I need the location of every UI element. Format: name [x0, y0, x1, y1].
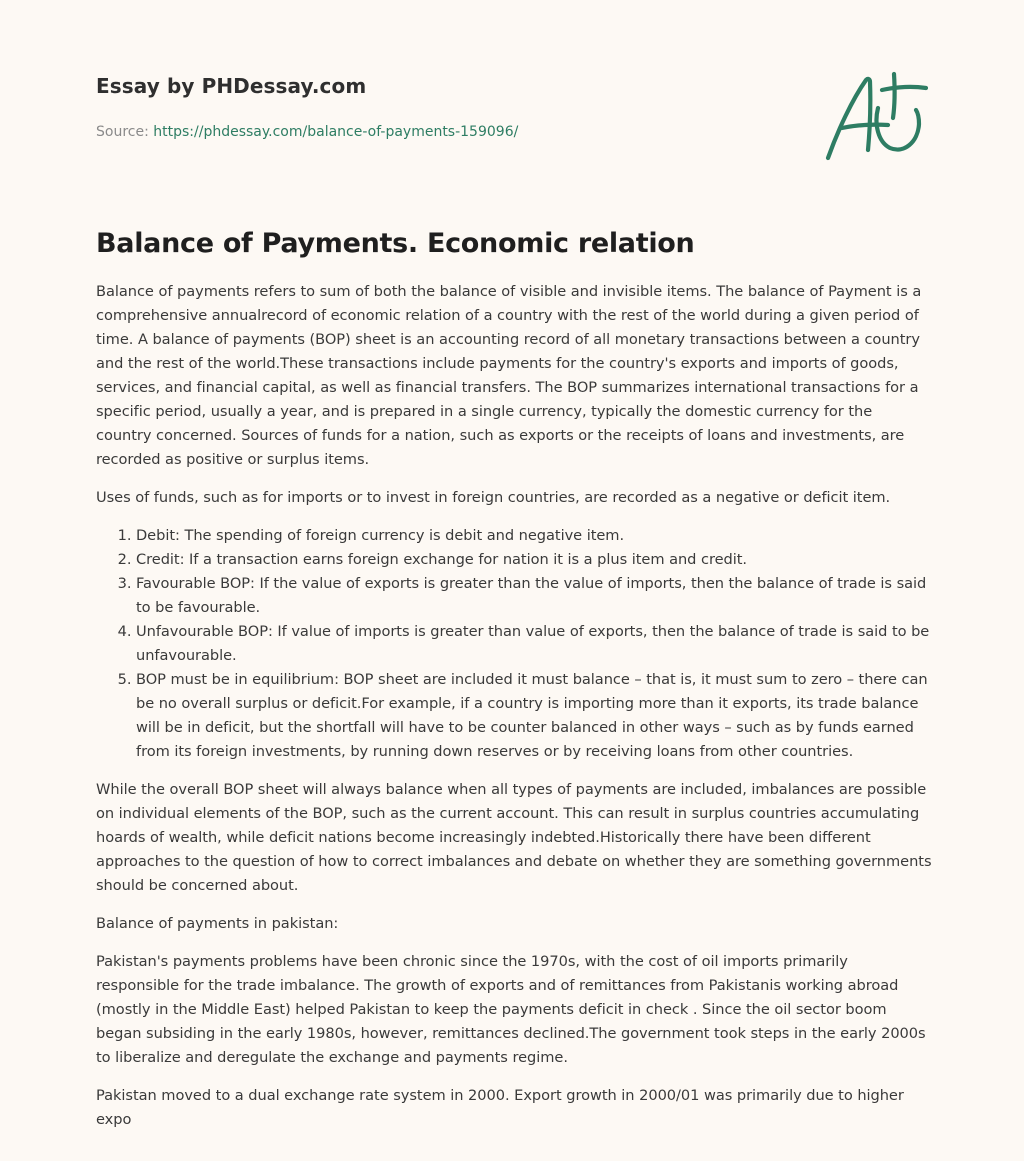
- paragraph-uses-of-funds: Uses of funds, such as for imports or to invest in foreign countries, are recorded as a negative or deficit item.: [96, 489, 891, 506]
- paragraph-exchange-rate: Pakistan moved to a dual exchange rate system in 2000. Export growth in 2000/01 was primarily due to higher expo: [96, 1087, 904, 1128]
- article-title: Balance of Payments. Economic relation: [96, 228, 695, 259]
- article: [96, 228, 932, 1146]
- list-item: 5. BOP must be in equilibrium: BOP sheet are included it must balance – that is, it must sum to zero – there can be no overall surplus or deficit.For example, if a country is importing more than it exports, its trade balance will be in deficit, but the shortfall will have to be counter balanced in other ways – such as by funds earned from its foreign investments, by running down reserves or by receiving loans from other countries.: [136, 668, 932, 764]
- a-plus-grade-logo-icon: [822, 68, 928, 164]
- source-line: [96, 124, 518, 140]
- list-item: 4. Unfavourable BOP: If value of imports is greater than value of exports, then the balance of trade is said to be unfavourable.: [136, 620, 932, 668]
- paragraph-imbalances: While the overall BOP sheet will always balance when all types of payments are included, imbalances are possible on individual elements of the BOP, such as the current account. This can result in surplus countries accumulating hoards of wealth, while deficit nations become increasingly indebted.Historically there have been different approaches to the question of how to correct imbalances and debate on whether they are something governments should be concerned about.: [96, 781, 932, 894]
- paragraph-pakistan-history: Pakistan's payments problems have been chronic since the 1970s, with the cost of oil imports primarily responsible for the trade imbalance. The growth of exports and of remittances from Pakistanis working abroad (mostly in the Middle East) helped Pakistan to keep the payments deficit in check . Since the oil sector boom began subsiding in the early 1980s, however, remittances declined.The government took steps in the early 2000s to liberalize and deregulate the exchange and payments regime.: [96, 953, 926, 1066]
- list-item: 3. Favourable BOP: If the value of exports is greater than the value of imports, then the balance of trade is said to be favourable.: [136, 572, 932, 620]
- bop-terms-list: [96, 524, 932, 764]
- source-label: Source:: [96, 124, 154, 140]
- brand-title: Essay by PHDessay.com: [96, 74, 367, 98]
- source-link[interactable]: https://phdessay.com/balance-of-payments-159096/: [153, 124, 519, 140]
- paragraph-intro: Balance of payments refers to sum of both the balance of visible and invisible items. The balance of Payment is a comprehensive annualrecord of economic relation of a country with the rest of the world during a given period of time. A balance of payments (BOP) sheet is an accounting record of all monetary transactions between a country and the rest of the world.These transactions include payments for the country's exports and imports of goods, services, and financial capital, as well as financial transfers. The BOP summarizes international transactions for a specific period, usually a year, and is prepared in a single currency, typically the domestic currency for the country concerned. Sources of funds for a nation, such as exports or the receipts of loans and investments, are recorded as positive or surplus items.: [96, 283, 922, 468]
- list-item: 2. Credit: If a transaction earns foreign exchange for nation it is a plus item and credit.: [136, 548, 932, 572]
- list-item: 1. Debit: The spending of foreign currency is debit and negative item.: [136, 524, 932, 548]
- page-header: [96, 74, 928, 140]
- section-heading-pakistan: Balance of payments in pakistan:: [96, 915, 339, 932]
